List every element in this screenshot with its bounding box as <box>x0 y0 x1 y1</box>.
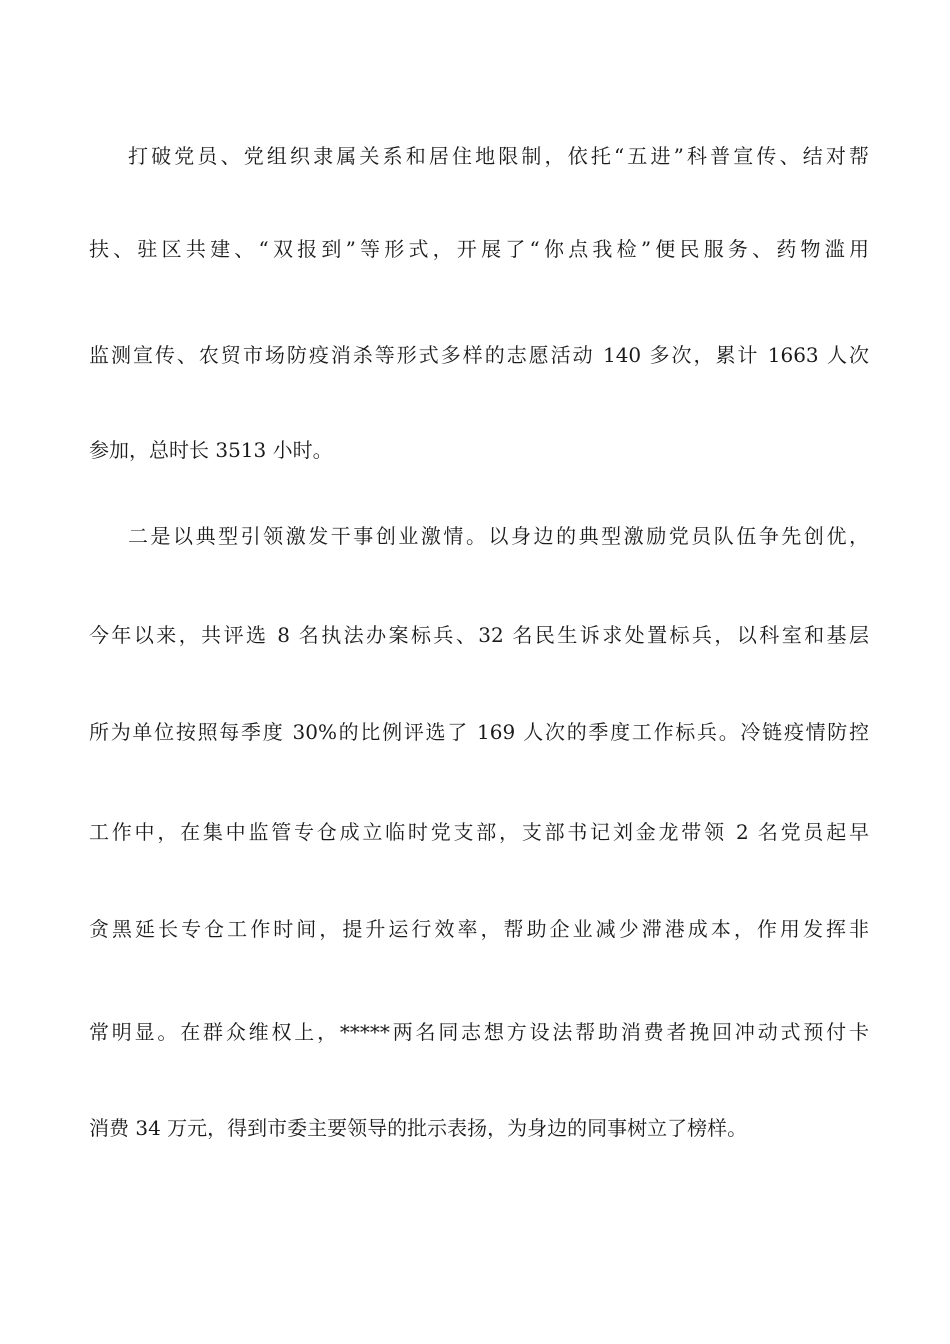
paragraph-2-line-7: 消费 34 万元，得到市委主要领导的批示表扬，为身边的同事树立了榜样。 <box>89 1116 748 1140</box>
paragraph-2-line-1: 二是以典型引领激发干事创业激情。以身边的典型激励党员队伍争先创优， <box>128 524 869 548</box>
paragraph-1-line-3: 监测宣传、农贸市场防疫消杀等形式多样的志愿活动 140 多次，累计 1663 人次 <box>89 343 869 367</box>
paragraph-2-line-5: 贪黑延长专仓工作时间，提升运行效率，帮助企业减少滞港成本，作用发挥非 <box>89 917 869 941</box>
paragraph-1-line-1: 打破党员、党组织隶属关系和居住地限制，依托“五进”科普宣传、结对帮 <box>128 144 869 168</box>
paragraph-2-line-6: 常明显。在群众维权上，*****两名同志想方设法帮助消费者挽回冲动式预付卡 <box>89 1020 869 1044</box>
paragraph-1-line-2: 扶、驻区共建、“双报到”等形式，开展了“你点我检”便民服务、药物滥用 <box>89 237 869 261</box>
paragraph-1-line-4: 参加，总时长 3513 小时。 <box>89 438 333 462</box>
paragraph-2-line-3: 所为单位按照每季度 30%的比例评选了 169 人次的季度工作标兵。冷链疫情防控 <box>89 720 869 744</box>
paragraph-2-line-4: 工作中，在集中监管专仓成立临时党支部，支部书记刘金龙带领 2 名党员起早 <box>89 820 869 844</box>
paragraph-2-line-2: 今年以来，共评选 8 名执法办案标兵、32 名民生诉求处置标兵，以科室和基层 <box>89 623 869 647</box>
